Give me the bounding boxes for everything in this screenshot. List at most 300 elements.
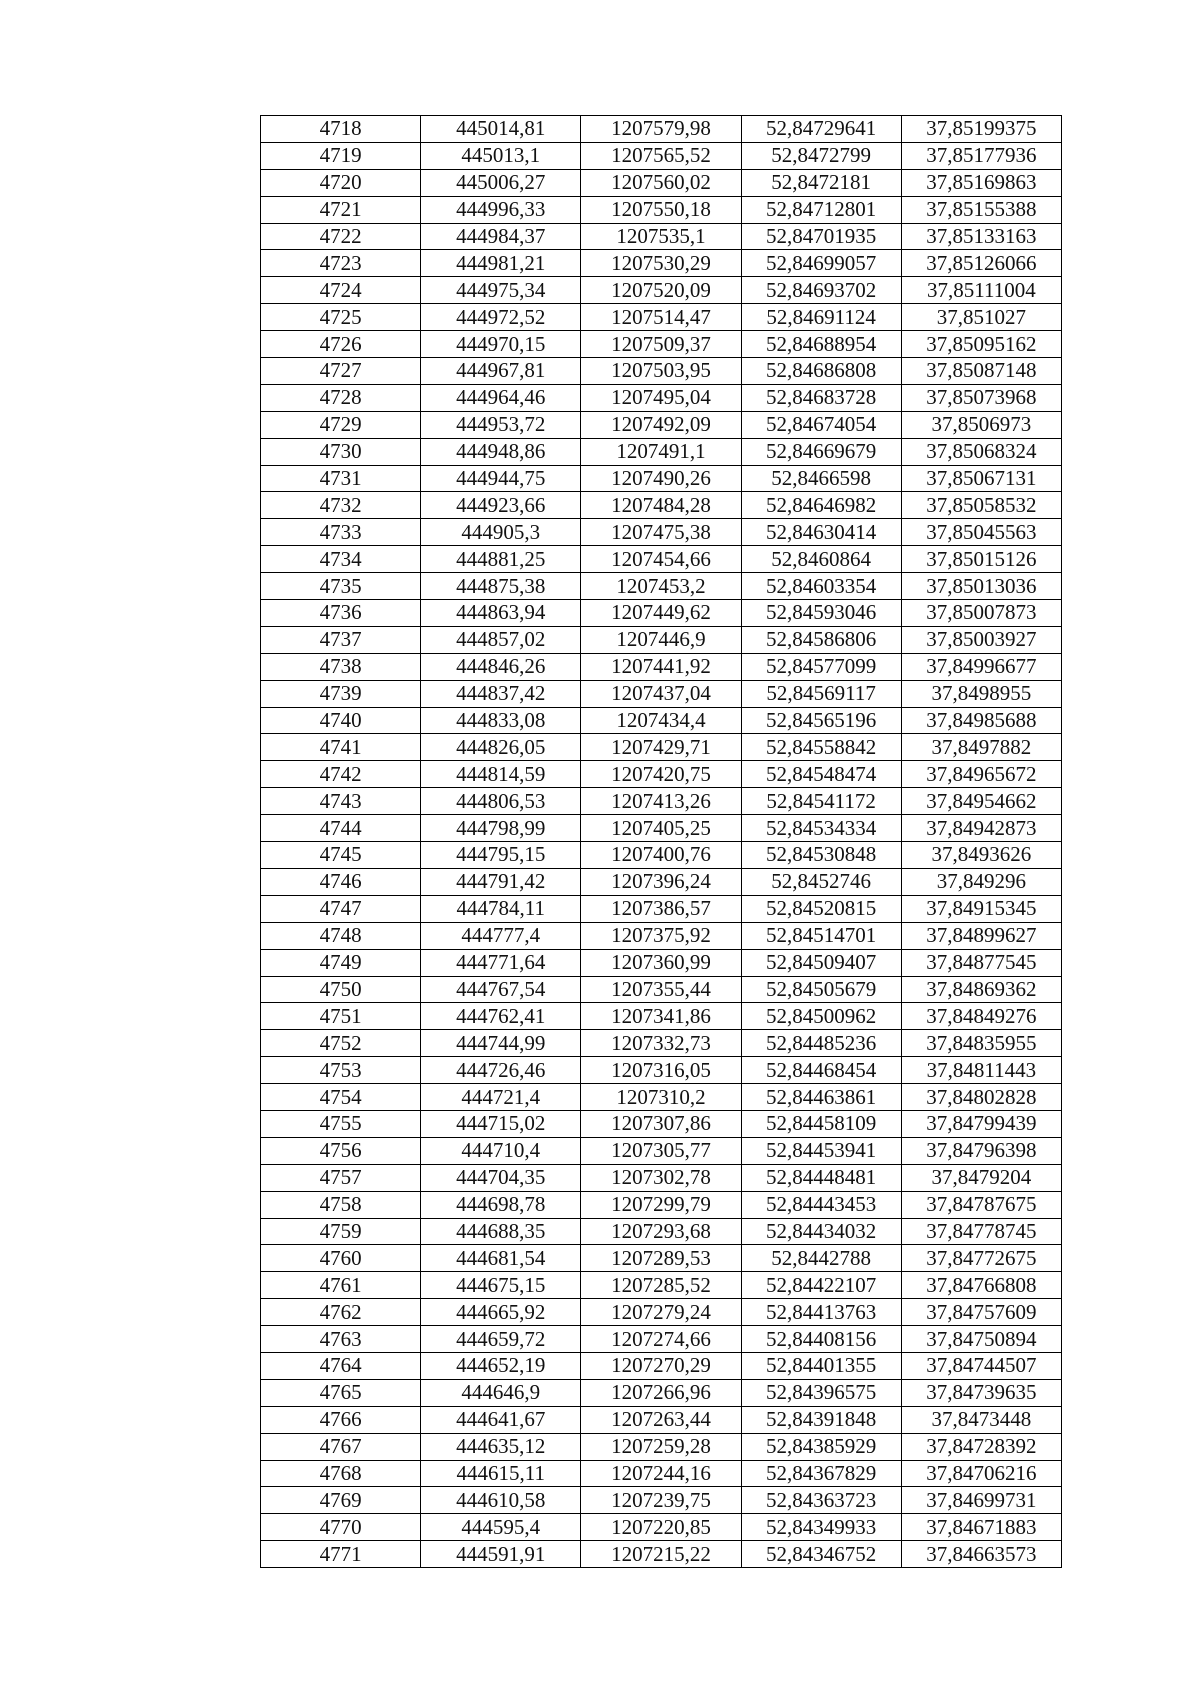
y-coordinate-cell: 1207429,71	[581, 734, 741, 761]
x-coordinate-cell: 444967,81	[421, 358, 581, 385]
point-number-cell: 4725	[261, 304, 421, 331]
latitude-cell: 52,84586806	[741, 626, 901, 653]
y-coordinate-cell: 1207285,52	[581, 1272, 741, 1299]
x-coordinate-cell: 444806,53	[421, 788, 581, 815]
y-coordinate-cell: 1207434,4	[581, 707, 741, 734]
table-row	[261, 734, 1062, 761]
y-coordinate-cell: 1207274,66	[581, 1326, 741, 1353]
latitude-cell: 52,84514701	[741, 922, 901, 949]
y-coordinate-cell: 1207355,44	[581, 976, 741, 1003]
point-number-cell: 4742	[261, 761, 421, 788]
y-coordinate-cell: 1207405,25	[581, 815, 741, 842]
point-number-cell: 4739	[261, 680, 421, 707]
latitude-cell: 52,84569117	[741, 680, 901, 707]
latitude-cell: 52,8460864	[741, 546, 901, 573]
latitude-cell: 52,8466598	[741, 465, 901, 492]
table-row	[261, 519, 1062, 546]
longitude-cell: 37,85045563	[901, 519, 1061, 546]
y-coordinate-cell: 1207307,86	[581, 1110, 741, 1137]
longitude-cell: 37,85126066	[901, 250, 1061, 277]
table-row	[261, 384, 1062, 411]
point-number-cell: 4766	[261, 1406, 421, 1433]
latitude-cell: 52,84565196	[741, 707, 901, 734]
x-coordinate-cell: 444964,46	[421, 384, 581, 411]
x-coordinate-cell: 444767,54	[421, 976, 581, 1003]
x-coordinate-cell: 444857,02	[421, 626, 581, 653]
y-coordinate-cell: 1207565,52	[581, 142, 741, 169]
table-row	[261, 1541, 1062, 1568]
longitude-cell: 37,84811443	[901, 1057, 1061, 1084]
x-coordinate-cell: 444984,37	[421, 223, 581, 250]
longitude-cell: 37,8497882	[901, 734, 1061, 761]
y-coordinate-cell: 1207341,86	[581, 1003, 741, 1030]
x-coordinate-cell: 444635,12	[421, 1433, 581, 1460]
y-coordinate-cell: 1207495,04	[581, 384, 741, 411]
table-row	[261, 411, 1062, 438]
x-coordinate-cell: 444948,86	[421, 438, 581, 465]
table-row	[261, 1030, 1062, 1057]
point-number-cell: 4751	[261, 1003, 421, 1030]
x-coordinate-cell: 444923,66	[421, 492, 581, 519]
latitude-cell: 52,84577099	[741, 653, 901, 680]
table-row	[261, 169, 1062, 196]
point-number-cell: 4756	[261, 1137, 421, 1164]
y-coordinate-cell: 1207266,96	[581, 1379, 741, 1406]
point-number-cell: 4764	[261, 1352, 421, 1379]
table-row	[261, 1352, 1062, 1379]
x-coordinate-cell: 444595,4	[421, 1514, 581, 1541]
table-row	[261, 1272, 1062, 1299]
latitude-cell: 52,84688954	[741, 331, 901, 358]
longitude-cell: 37,84942873	[901, 815, 1061, 842]
longitude-cell: 37,84699731	[901, 1487, 1061, 1514]
table-row	[261, 1460, 1062, 1487]
table-row	[261, 1137, 1062, 1164]
table-row	[261, 1487, 1062, 1514]
longitude-cell: 37,85058532	[901, 492, 1061, 519]
table-row	[261, 1379, 1062, 1406]
x-coordinate-cell: 444837,42	[421, 680, 581, 707]
table-row	[261, 1406, 1062, 1433]
longitude-cell: 37,84772675	[901, 1245, 1061, 1272]
y-coordinate-cell: 1207490,26	[581, 465, 741, 492]
x-coordinate-cell: 444826,05	[421, 734, 581, 761]
point-number-cell: 4737	[261, 626, 421, 653]
longitude-cell: 37,85015126	[901, 546, 1061, 573]
x-coordinate-cell: 444665,92	[421, 1299, 581, 1326]
longitude-cell: 37,8473448	[901, 1406, 1061, 1433]
latitude-cell: 52,84603354	[741, 573, 901, 600]
y-coordinate-cell: 1207509,37	[581, 331, 741, 358]
point-number-cell: 4740	[261, 707, 421, 734]
table-row	[261, 1164, 1062, 1191]
x-coordinate-cell: 444688,35	[421, 1218, 581, 1245]
y-coordinate-cell: 1207492,09	[581, 411, 741, 438]
longitude-cell: 37,85067131	[901, 465, 1061, 492]
table-row	[261, 1245, 1062, 1272]
table-row	[261, 1057, 1062, 1084]
y-coordinate-cell: 1207560,02	[581, 169, 741, 196]
table-row	[261, 358, 1062, 385]
table-row	[261, 1326, 1062, 1353]
point-number-cell: 4746	[261, 868, 421, 895]
point-number-cell: 4767	[261, 1433, 421, 1460]
point-number-cell: 4757	[261, 1164, 421, 1191]
y-coordinate-cell: 1207550,18	[581, 196, 741, 223]
longitude-cell: 37,849296	[901, 868, 1061, 895]
longitude-cell: 37,84899627	[901, 922, 1061, 949]
table-row	[261, 922, 1062, 949]
longitude-cell: 37,84663573	[901, 1541, 1061, 1568]
latitude-cell: 52,84693702	[741, 277, 901, 304]
table-row	[261, 1514, 1062, 1541]
table-row	[261, 142, 1062, 169]
point-number-cell: 4745	[261, 842, 421, 869]
latitude-cell: 52,84448481	[741, 1164, 901, 1191]
point-number-cell: 4735	[261, 573, 421, 600]
y-coordinate-cell: 1207437,04	[581, 680, 741, 707]
point-number-cell: 4748	[261, 922, 421, 949]
longitude-cell: 37,85199375	[901, 116, 1061, 143]
y-coordinate-cell: 1207316,05	[581, 1057, 741, 1084]
point-number-cell: 4736	[261, 600, 421, 627]
latitude-cell: 52,84630414	[741, 519, 901, 546]
latitude-cell: 52,84646982	[741, 492, 901, 519]
y-coordinate-cell: 1207305,77	[581, 1137, 741, 1164]
x-coordinate-cell: 444975,34	[421, 277, 581, 304]
table-row	[261, 438, 1062, 465]
table-row	[261, 788, 1062, 815]
y-coordinate-cell: 1207520,09	[581, 277, 741, 304]
x-coordinate-cell: 444615,11	[421, 1460, 581, 1487]
x-coordinate-cell: 444953,72	[421, 411, 581, 438]
y-coordinate-cell: 1207215,22	[581, 1541, 741, 1568]
x-coordinate-cell: 444970,15	[421, 331, 581, 358]
table-row	[261, 815, 1062, 842]
x-coordinate-cell: 445006,27	[421, 169, 581, 196]
longitude-cell: 37,84706216	[901, 1460, 1061, 1487]
x-coordinate-cell: 444972,52	[421, 304, 581, 331]
x-coordinate-cell: 444715,02	[421, 1110, 581, 1137]
longitude-cell: 37,851027	[901, 304, 1061, 331]
longitude-cell: 37,84996677	[901, 653, 1061, 680]
point-number-cell: 4734	[261, 546, 421, 573]
latitude-cell: 52,84458109	[741, 1110, 901, 1137]
latitude-cell: 52,84391848	[741, 1406, 901, 1433]
point-number-cell: 4728	[261, 384, 421, 411]
point-number-cell: 4761	[261, 1272, 421, 1299]
longitude-cell: 37,84985688	[901, 707, 1061, 734]
point-number-cell: 4749	[261, 949, 421, 976]
y-coordinate-cell: 1207332,73	[581, 1030, 741, 1057]
x-coordinate-cell: 444833,08	[421, 707, 581, 734]
longitude-cell: 37,85155388	[901, 196, 1061, 223]
point-number-cell: 4724	[261, 277, 421, 304]
longitude-cell: 37,8498955	[901, 680, 1061, 707]
y-coordinate-cell: 1207484,28	[581, 492, 741, 519]
latitude-cell: 52,84485236	[741, 1030, 901, 1057]
table-row	[261, 653, 1062, 680]
x-coordinate-cell: 444646,9	[421, 1379, 581, 1406]
table-row	[261, 949, 1062, 976]
y-coordinate-cell: 1207244,16	[581, 1460, 741, 1487]
longitude-cell: 37,84799439	[901, 1110, 1061, 1137]
x-coordinate-cell: 444610,58	[421, 1487, 581, 1514]
latitude-cell: 52,84699057	[741, 250, 901, 277]
table-row	[261, 707, 1062, 734]
latitude-cell: 52,84463861	[741, 1084, 901, 1111]
y-coordinate-cell: 1207491,1	[581, 438, 741, 465]
longitude-cell: 37,84728392	[901, 1433, 1061, 1460]
point-number-cell: 4771	[261, 1541, 421, 1568]
latitude-cell: 52,84434032	[741, 1218, 901, 1245]
latitude-cell: 52,84413763	[741, 1299, 901, 1326]
latitude-cell: 52,84712801	[741, 196, 901, 223]
x-coordinate-cell: 444710,4	[421, 1137, 581, 1164]
y-coordinate-cell: 1207220,85	[581, 1514, 741, 1541]
table-row	[261, 1084, 1062, 1111]
longitude-cell: 37,85003927	[901, 626, 1061, 653]
table-row	[261, 842, 1062, 869]
latitude-cell: 52,84686808	[741, 358, 901, 385]
y-coordinate-cell: 1207375,92	[581, 922, 741, 949]
x-coordinate-cell: 444791,42	[421, 868, 581, 895]
point-number-cell: 4721	[261, 196, 421, 223]
longitude-cell: 37,85095162	[901, 331, 1061, 358]
latitude-cell: 52,84367829	[741, 1460, 901, 1487]
y-coordinate-cell: 1207259,28	[581, 1433, 741, 1460]
table-row	[261, 1003, 1062, 1030]
longitude-cell: 37,84877545	[901, 949, 1061, 976]
table-row	[261, 546, 1062, 573]
point-number-cell: 4762	[261, 1299, 421, 1326]
point-number-cell: 4722	[261, 223, 421, 250]
x-coordinate-cell: 444771,64	[421, 949, 581, 976]
latitude-cell: 52,84729641	[741, 116, 901, 143]
longitude-cell: 37,85087148	[901, 358, 1061, 385]
table-row	[261, 1218, 1062, 1245]
x-coordinate-cell: 444881,25	[421, 546, 581, 573]
point-number-cell: 4758	[261, 1191, 421, 1218]
longitude-cell: 37,84739635	[901, 1379, 1061, 1406]
x-coordinate-cell: 444996,33	[421, 196, 581, 223]
point-number-cell: 4720	[261, 169, 421, 196]
latitude-cell: 52,84691124	[741, 304, 901, 331]
table-row	[261, 1191, 1062, 1218]
x-coordinate-cell: 444762,41	[421, 1003, 581, 1030]
table-row	[261, 1299, 1062, 1326]
point-number-cell: 4719	[261, 142, 421, 169]
latitude-cell: 52,84363723	[741, 1487, 901, 1514]
latitude-cell: 52,84593046	[741, 600, 901, 627]
y-coordinate-cell: 1207535,1	[581, 223, 741, 250]
longitude-cell: 37,84778745	[901, 1218, 1061, 1245]
x-coordinate-cell: 444721,4	[421, 1084, 581, 1111]
latitude-cell: 52,84534334	[741, 815, 901, 842]
y-coordinate-cell: 1207503,95	[581, 358, 741, 385]
latitude-cell: 52,84505679	[741, 976, 901, 1003]
table-row	[261, 626, 1062, 653]
x-coordinate-cell: 444814,59	[421, 761, 581, 788]
latitude-cell: 52,8452746	[741, 868, 901, 895]
longitude-cell: 37,85177936	[901, 142, 1061, 169]
y-coordinate-cell: 1207239,75	[581, 1487, 741, 1514]
point-number-cell: 4763	[261, 1326, 421, 1353]
point-number-cell: 4730	[261, 438, 421, 465]
x-coordinate-cell: 444681,54	[421, 1245, 581, 1272]
x-coordinate-cell: 445013,1	[421, 142, 581, 169]
x-coordinate-cell: 444698,78	[421, 1191, 581, 1218]
table-row	[261, 600, 1062, 627]
longitude-cell: 37,84796398	[901, 1137, 1061, 1164]
coordinate-table-body	[261, 116, 1062, 1568]
x-coordinate-cell: 444744,99	[421, 1030, 581, 1057]
y-coordinate-cell: 1207289,53	[581, 1245, 741, 1272]
latitude-cell: 52,84385929	[741, 1433, 901, 1460]
longitude-cell: 37,85133163	[901, 223, 1061, 250]
table-row	[261, 895, 1062, 922]
y-coordinate-cell: 1207475,38	[581, 519, 741, 546]
longitude-cell: 37,84757609	[901, 1299, 1061, 1326]
latitude-cell: 52,84701935	[741, 223, 901, 250]
table-row	[261, 976, 1062, 1003]
x-coordinate-cell: 445014,81	[421, 116, 581, 143]
point-number-cell: 4718	[261, 116, 421, 143]
longitude-cell: 37,85013036	[901, 573, 1061, 600]
table-row	[261, 277, 1062, 304]
point-number-cell: 4727	[261, 358, 421, 385]
longitude-cell: 37,8479204	[901, 1164, 1061, 1191]
table-row	[261, 761, 1062, 788]
table-row	[261, 304, 1062, 331]
y-coordinate-cell: 1207400,76	[581, 842, 741, 869]
point-number-cell: 4743	[261, 788, 421, 815]
x-coordinate-cell: 444591,91	[421, 1541, 581, 1568]
y-coordinate-cell: 1207396,24	[581, 868, 741, 895]
latitude-cell: 52,84408156	[741, 1326, 901, 1353]
x-coordinate-cell: 444704,35	[421, 1164, 581, 1191]
longitude-cell: 37,85111004	[901, 277, 1061, 304]
point-number-cell: 4744	[261, 815, 421, 842]
y-coordinate-cell: 1207263,44	[581, 1406, 741, 1433]
point-number-cell: 4753	[261, 1057, 421, 1084]
y-coordinate-cell: 1207413,26	[581, 788, 741, 815]
x-coordinate-cell: 444784,11	[421, 895, 581, 922]
latitude-cell: 52,84669679	[741, 438, 901, 465]
point-number-cell: 4769	[261, 1487, 421, 1514]
x-coordinate-cell: 444659,72	[421, 1326, 581, 1353]
y-coordinate-cell: 1207310,2	[581, 1084, 741, 1111]
point-number-cell: 4750	[261, 976, 421, 1003]
table-row	[261, 116, 1062, 143]
x-coordinate-cell: 444981,21	[421, 250, 581, 277]
y-coordinate-cell: 1207279,24	[581, 1299, 741, 1326]
latitude-cell: 52,84422107	[741, 1272, 901, 1299]
latitude-cell: 52,84453941	[741, 1137, 901, 1164]
y-coordinate-cell: 1207446,9	[581, 626, 741, 653]
latitude-cell: 52,84346752	[741, 1541, 901, 1568]
x-coordinate-cell: 444905,3	[421, 519, 581, 546]
point-number-cell: 4741	[261, 734, 421, 761]
x-coordinate-cell: 444798,99	[421, 815, 581, 842]
point-number-cell: 4768	[261, 1460, 421, 1487]
y-coordinate-cell: 1207530,29	[581, 250, 741, 277]
point-number-cell: 4726	[261, 331, 421, 358]
coordinate-table	[260, 115, 1062, 1568]
longitude-cell: 37,84750894	[901, 1326, 1061, 1353]
latitude-cell: 52,84509407	[741, 949, 901, 976]
y-coordinate-cell: 1207293,68	[581, 1218, 741, 1245]
longitude-cell: 37,84869362	[901, 976, 1061, 1003]
longitude-cell: 37,84802828	[901, 1084, 1061, 1111]
longitude-cell: 37,85068324	[901, 438, 1061, 465]
point-number-cell: 4747	[261, 895, 421, 922]
latitude-cell: 52,84401355	[741, 1352, 901, 1379]
longitude-cell: 37,84787675	[901, 1191, 1061, 1218]
x-coordinate-cell: 444675,15	[421, 1272, 581, 1299]
longitude-cell: 37,84965672	[901, 761, 1061, 788]
x-coordinate-cell: 444652,19	[421, 1352, 581, 1379]
point-number-cell: 4729	[261, 411, 421, 438]
longitude-cell: 37,84766808	[901, 1272, 1061, 1299]
latitude-cell: 52,84468454	[741, 1057, 901, 1084]
y-coordinate-cell: 1207360,99	[581, 949, 741, 976]
point-number-cell: 4738	[261, 653, 421, 680]
x-coordinate-cell: 444641,67	[421, 1406, 581, 1433]
table-row	[261, 1433, 1062, 1460]
latitude-cell: 52,84530848	[741, 842, 901, 869]
table-row	[261, 1110, 1062, 1137]
point-number-cell: 4755	[261, 1110, 421, 1137]
latitude-cell: 52,84541172	[741, 788, 901, 815]
point-number-cell: 4752	[261, 1030, 421, 1057]
table-row	[261, 196, 1062, 223]
longitude-cell: 37,85073968	[901, 384, 1061, 411]
table-row	[261, 331, 1062, 358]
table-row	[261, 868, 1062, 895]
point-number-cell: 4765	[261, 1379, 421, 1406]
latitude-cell: 52,8442788	[741, 1245, 901, 1272]
x-coordinate-cell: 444726,46	[421, 1057, 581, 1084]
latitude-cell: 52,84674054	[741, 411, 901, 438]
y-coordinate-cell: 1207299,79	[581, 1191, 741, 1218]
y-coordinate-cell: 1207449,62	[581, 600, 741, 627]
latitude-cell: 52,84500962	[741, 1003, 901, 1030]
y-coordinate-cell: 1207302,78	[581, 1164, 741, 1191]
latitude-cell: 52,84548474	[741, 761, 901, 788]
y-coordinate-cell: 1207420,75	[581, 761, 741, 788]
y-coordinate-cell: 1207386,57	[581, 895, 741, 922]
x-coordinate-cell: 444777,4	[421, 922, 581, 949]
point-number-cell: 4759	[261, 1218, 421, 1245]
latitude-cell: 52,84349933	[741, 1514, 901, 1541]
y-coordinate-cell: 1207454,66	[581, 546, 741, 573]
x-coordinate-cell: 444795,15	[421, 842, 581, 869]
table-row	[261, 250, 1062, 277]
longitude-cell: 37,8493626	[901, 842, 1061, 869]
x-coordinate-cell: 444875,38	[421, 573, 581, 600]
latitude-cell: 52,8472181	[741, 169, 901, 196]
latitude-cell: 52,84683728	[741, 384, 901, 411]
y-coordinate-cell: 1207579,98	[581, 116, 741, 143]
point-number-cell: 4732	[261, 492, 421, 519]
longitude-cell: 37,84744507	[901, 1352, 1061, 1379]
latitude-cell: 52,84558842	[741, 734, 901, 761]
longitude-cell: 37,85007873	[901, 600, 1061, 627]
point-number-cell: 4760	[261, 1245, 421, 1272]
longitude-cell: 37,84835955	[901, 1030, 1061, 1057]
latitude-cell: 52,84520815	[741, 895, 901, 922]
